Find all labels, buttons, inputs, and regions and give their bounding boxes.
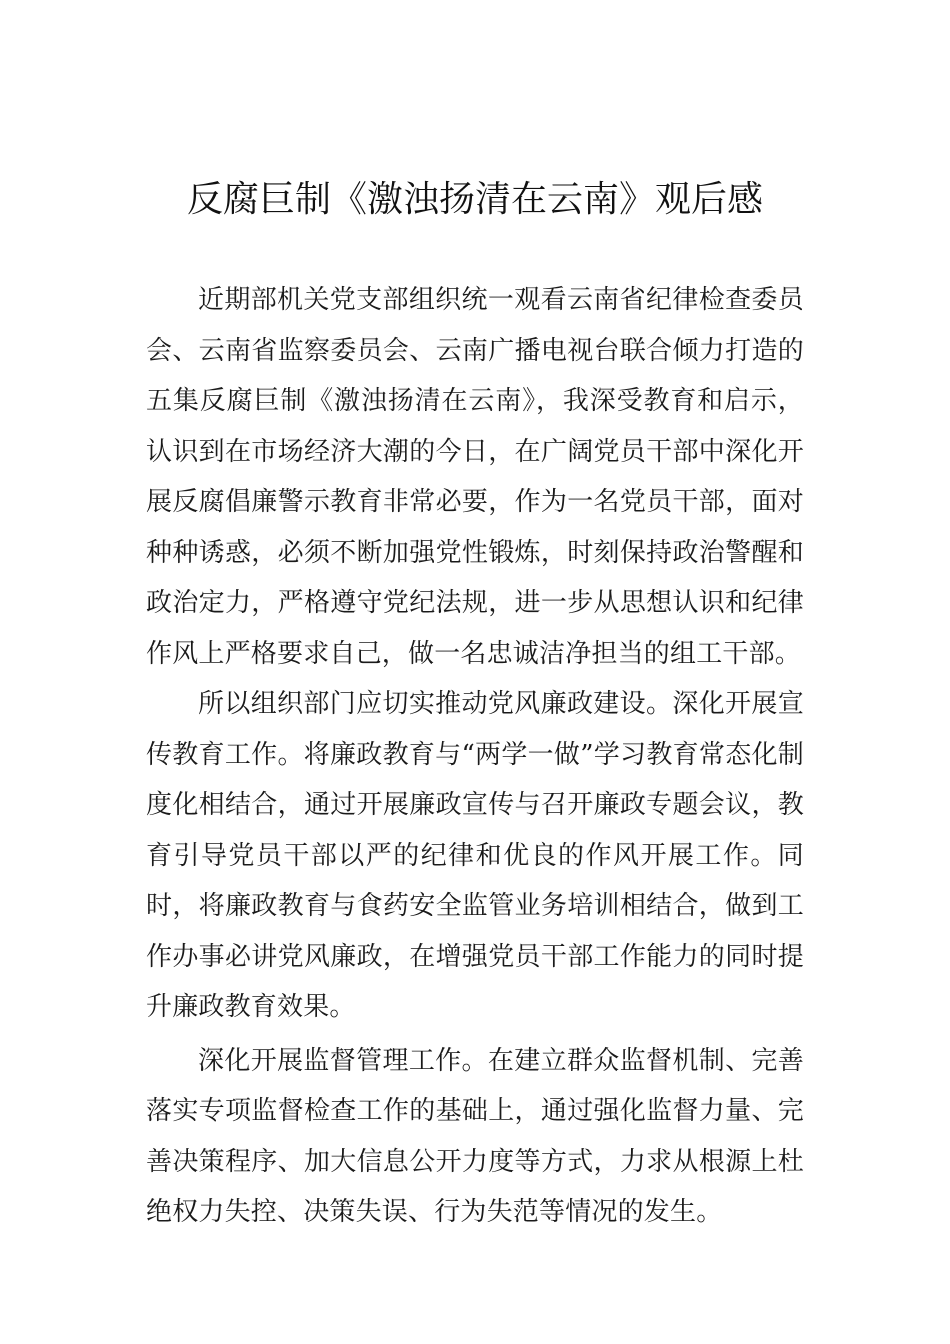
- paragraph-3: 深化开展监督管理工作。在建立群众监督机制、完善落实专项监督检查工作的基础上，通过强化监督力量、完善决策程序、加大信息公开力度等方式，力求从根源上杜绝权力失控、决策失误、行为失范等情况的发生。: [146, 1045, 804, 1227]
- paragraph-2: 所以组织部门应切实推动党风廉政建设。深化开展宣传教育工作。将廉政教育与“两学一做”学习教育常态化制度化相结合，通过开展廉政宣传与召开廉政专题会议，教育引导党员干部以严的纪律和优良的作风开展工作。同时，将廉政教育与食药安全监管业务培训相结合，做到工作办事必讲党风廉政，在增强党员干部工作能力的同时提升廉政教育效果。: [146, 689, 804, 1022]
- paragraph-1: 近期部机关党支部组织统一观看云南省纪律检查委员会、云南省监察委员会、云南广播电视台联合倾力打造的五集反腐巨制《激浊扬清在云南》，我深受教育和启示，认识到在市场经济大潮的今日，在广阔党员干部中深化开展反腐倡廉警示教育非常必要，作为一名党员干部，面对种种诱惑，必须不断加强党性锻炼，时刻保持政治警醒和政治定力，严格遵守党纪法规，进一步从思想认识和纪律作风上严格要求自己，做一名忠诚洁净担当的组工干部。: [146, 285, 804, 669]
- document-body: [146, 275, 804, 1238]
- document-title: 反腐巨制《激浊扬清在云南》观后感: [186, 179, 763, 220]
